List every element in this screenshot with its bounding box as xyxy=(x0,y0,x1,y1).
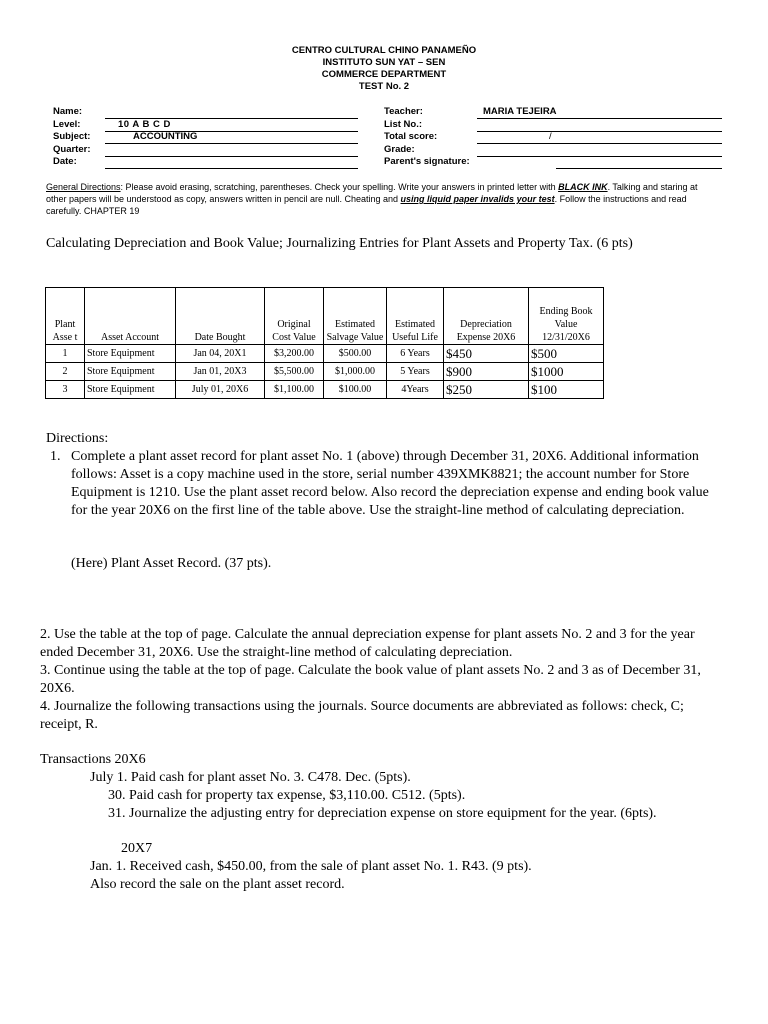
cell-cost: $1,100.00 xyxy=(265,381,324,399)
cell-book-value[interactable]: $100 xyxy=(529,381,604,399)
cell-asset-no: 3 xyxy=(46,381,85,399)
transactions-title: Transactions 20X6 xyxy=(40,752,146,767)
parent-signature-field[interactable] xyxy=(556,168,722,169)
cell-asset-no: 2 xyxy=(46,363,85,381)
department-name: COMMERCE DEPARTMENT xyxy=(321,69,447,80)
grade-label: Grade: xyxy=(384,144,415,155)
black-ink-note: BLACK INK xyxy=(558,182,608,192)
directions-title: Directions: xyxy=(46,431,109,446)
transaction-july-31: 31. Journalize the adjusting entry for depreciation expense on store equipment for the year. (6pts). xyxy=(108,806,657,821)
cell-account: Store Equipment xyxy=(85,381,176,399)
parent-signature-label: Parent's signature: xyxy=(384,156,470,167)
col-depreciation-expense: Depreciation Expense 20X6 xyxy=(444,288,529,345)
cell-date: Jan 04, 20X1 xyxy=(176,345,265,363)
grade-field[interactable] xyxy=(477,156,722,157)
transaction-record-sale: Also record the sale on the plant asset record. xyxy=(90,877,345,892)
general-directions-label: General Directions xyxy=(46,182,121,192)
quarter-field[interactable] xyxy=(105,156,358,157)
listno-field[interactable] xyxy=(477,131,722,132)
transaction-july-1: July 1. Paid cash for plant asset No. 3. C478. Dec. (5pts). xyxy=(90,770,411,785)
teacher-label: Teacher: xyxy=(384,106,423,117)
col-date-bought: Date Bought xyxy=(176,288,265,345)
table-row xyxy=(46,345,604,363)
direction-2-text: 2. Use the table at the top of page. Calculate the annual depreciation expense for plant assets No. 2 and 3 for the year ended December 31, 20X6. Use the straight-line method of calculating depreciation. xyxy=(40,627,695,660)
level-label: Level: xyxy=(53,119,81,130)
table-row xyxy=(46,363,604,381)
plant-asset-table xyxy=(45,287,604,399)
cell-book-value[interactable]: $1000 xyxy=(529,363,604,381)
direction-1-number: 1. xyxy=(50,449,61,464)
cell-account: Store Equipment xyxy=(85,363,176,381)
name-label: Name: xyxy=(53,106,83,117)
cell-depreciation[interactable]: $900 xyxy=(444,363,529,381)
liquid-paper-note: using liquid paper invalids your test xyxy=(400,194,555,204)
cell-life: 5 Years xyxy=(387,363,444,381)
subject-label: Subject: xyxy=(53,131,91,142)
teacher-field[interactable] xyxy=(477,118,722,119)
direction-4-text: 4. Journalize the following transactions using the journals. Source documents are abbreviated as follows: check, C; receipt, R. xyxy=(40,699,684,732)
cell-salvage: $500.00 xyxy=(324,345,387,363)
school-name: CENTRO CULTURAL CHINO PANAMEÑO xyxy=(291,45,477,56)
col-useful-life: Estimated Useful Life xyxy=(387,288,444,345)
cell-depreciation[interactable]: $450 xyxy=(444,345,529,363)
cell-salvage: $1,000.00 xyxy=(324,363,387,381)
total-score-label: Total score: xyxy=(384,131,438,142)
cell-cost: $5,500.00 xyxy=(265,363,324,381)
cell-date: July 01, 20X6 xyxy=(176,381,265,399)
cell-account: Store Equipment xyxy=(85,345,176,363)
cell-date: Jan 01, 20X3 xyxy=(176,363,265,381)
teacher-value: MARIA TEJEIRA xyxy=(483,106,557,117)
cell-book-value[interactable]: $500 xyxy=(529,345,604,363)
date-label: Date: xyxy=(53,156,77,167)
table-header-row xyxy=(46,288,604,345)
transaction-jan-1: Jan. 1. Received cash, $450.00, from the sale of plant asset No. 1. R43. (9 pts). xyxy=(90,859,532,874)
cell-life: 4Years xyxy=(387,381,444,399)
col-asset-account: Asset Account xyxy=(85,288,176,345)
direction-1-note: (Here) Plant Asset Record. (37 pts). xyxy=(71,556,272,571)
general-directions-text-2: . Talking and staring at other papers will be understood as copy, answers written in pencil are null. Cheating and xyxy=(46,182,698,204)
institute-name: INSTITUTO SUN YAT – SEN xyxy=(322,57,446,68)
direction-3-text: 3. Continue using the table at the top of page. Calculate the book value of plant assets No. 2 and 3 as of December 31, 20X6. xyxy=(40,663,701,696)
quarter-label: Quarter: xyxy=(53,144,91,155)
transactions-year-20x7: 20X7 xyxy=(121,841,153,856)
cell-salvage: $100.00 xyxy=(324,381,387,399)
date-field[interactable] xyxy=(105,168,358,169)
listno-label: List No.: xyxy=(384,119,422,130)
general-directions-text-3: . Follow the instructions and read carefully. CHAPTER 19 xyxy=(46,194,687,216)
cell-asset-no: 1 xyxy=(46,345,85,363)
general-directions xyxy=(46,181,718,217)
subject-value: ACCOUNTING xyxy=(133,131,198,142)
total-score-value: / xyxy=(549,131,552,142)
test-title: TEST No. 2 xyxy=(358,81,410,92)
col-salvage-value: Estimated Salvage Value xyxy=(324,288,387,345)
cell-depreciation[interactable]: $250 xyxy=(444,381,529,399)
table-row xyxy=(46,381,604,399)
transaction-july-30: 30. Paid cash for property tax expense, $3,110.00. C512. (5pts). xyxy=(108,788,466,803)
cell-cost: $3,200.00 xyxy=(265,345,324,363)
section-title: Calculating Depreciation and Book Value; Journalizing Entries for Plant Assets and Property Tax. (6 pts) xyxy=(46,236,633,251)
total-score-field[interactable] xyxy=(477,143,722,144)
level-value: 10 A B C D xyxy=(118,119,171,130)
col-original-cost: Original Cost Value xyxy=(265,288,324,345)
general-directions-text-1: : Please avoid erasing, scratching, parentheses. Check your spelling. Write your answers in printed letter with xyxy=(120,182,559,192)
subject-field[interactable] xyxy=(105,143,358,144)
col-ending-book-value: Ending Book Value 12/31/20X6 xyxy=(529,288,604,345)
cell-life: 6 Years xyxy=(387,345,444,363)
col-plant-asset: Plant Asse t xyxy=(46,288,85,345)
direction-1-text: Complete a plant asset record for plant asset No. 1 (above) through December 31, 20X6. Additional information follows: Asset is a copy machine used in the store, serial number 439XMK8821; the account number for Store Equipment is 1210. Use the plant asset record below. Also record the depreciation expense and ending book value for the year 20X6 on the first line of the table above. Use the straight-line method of calculating depreciation. xyxy=(71,449,709,518)
